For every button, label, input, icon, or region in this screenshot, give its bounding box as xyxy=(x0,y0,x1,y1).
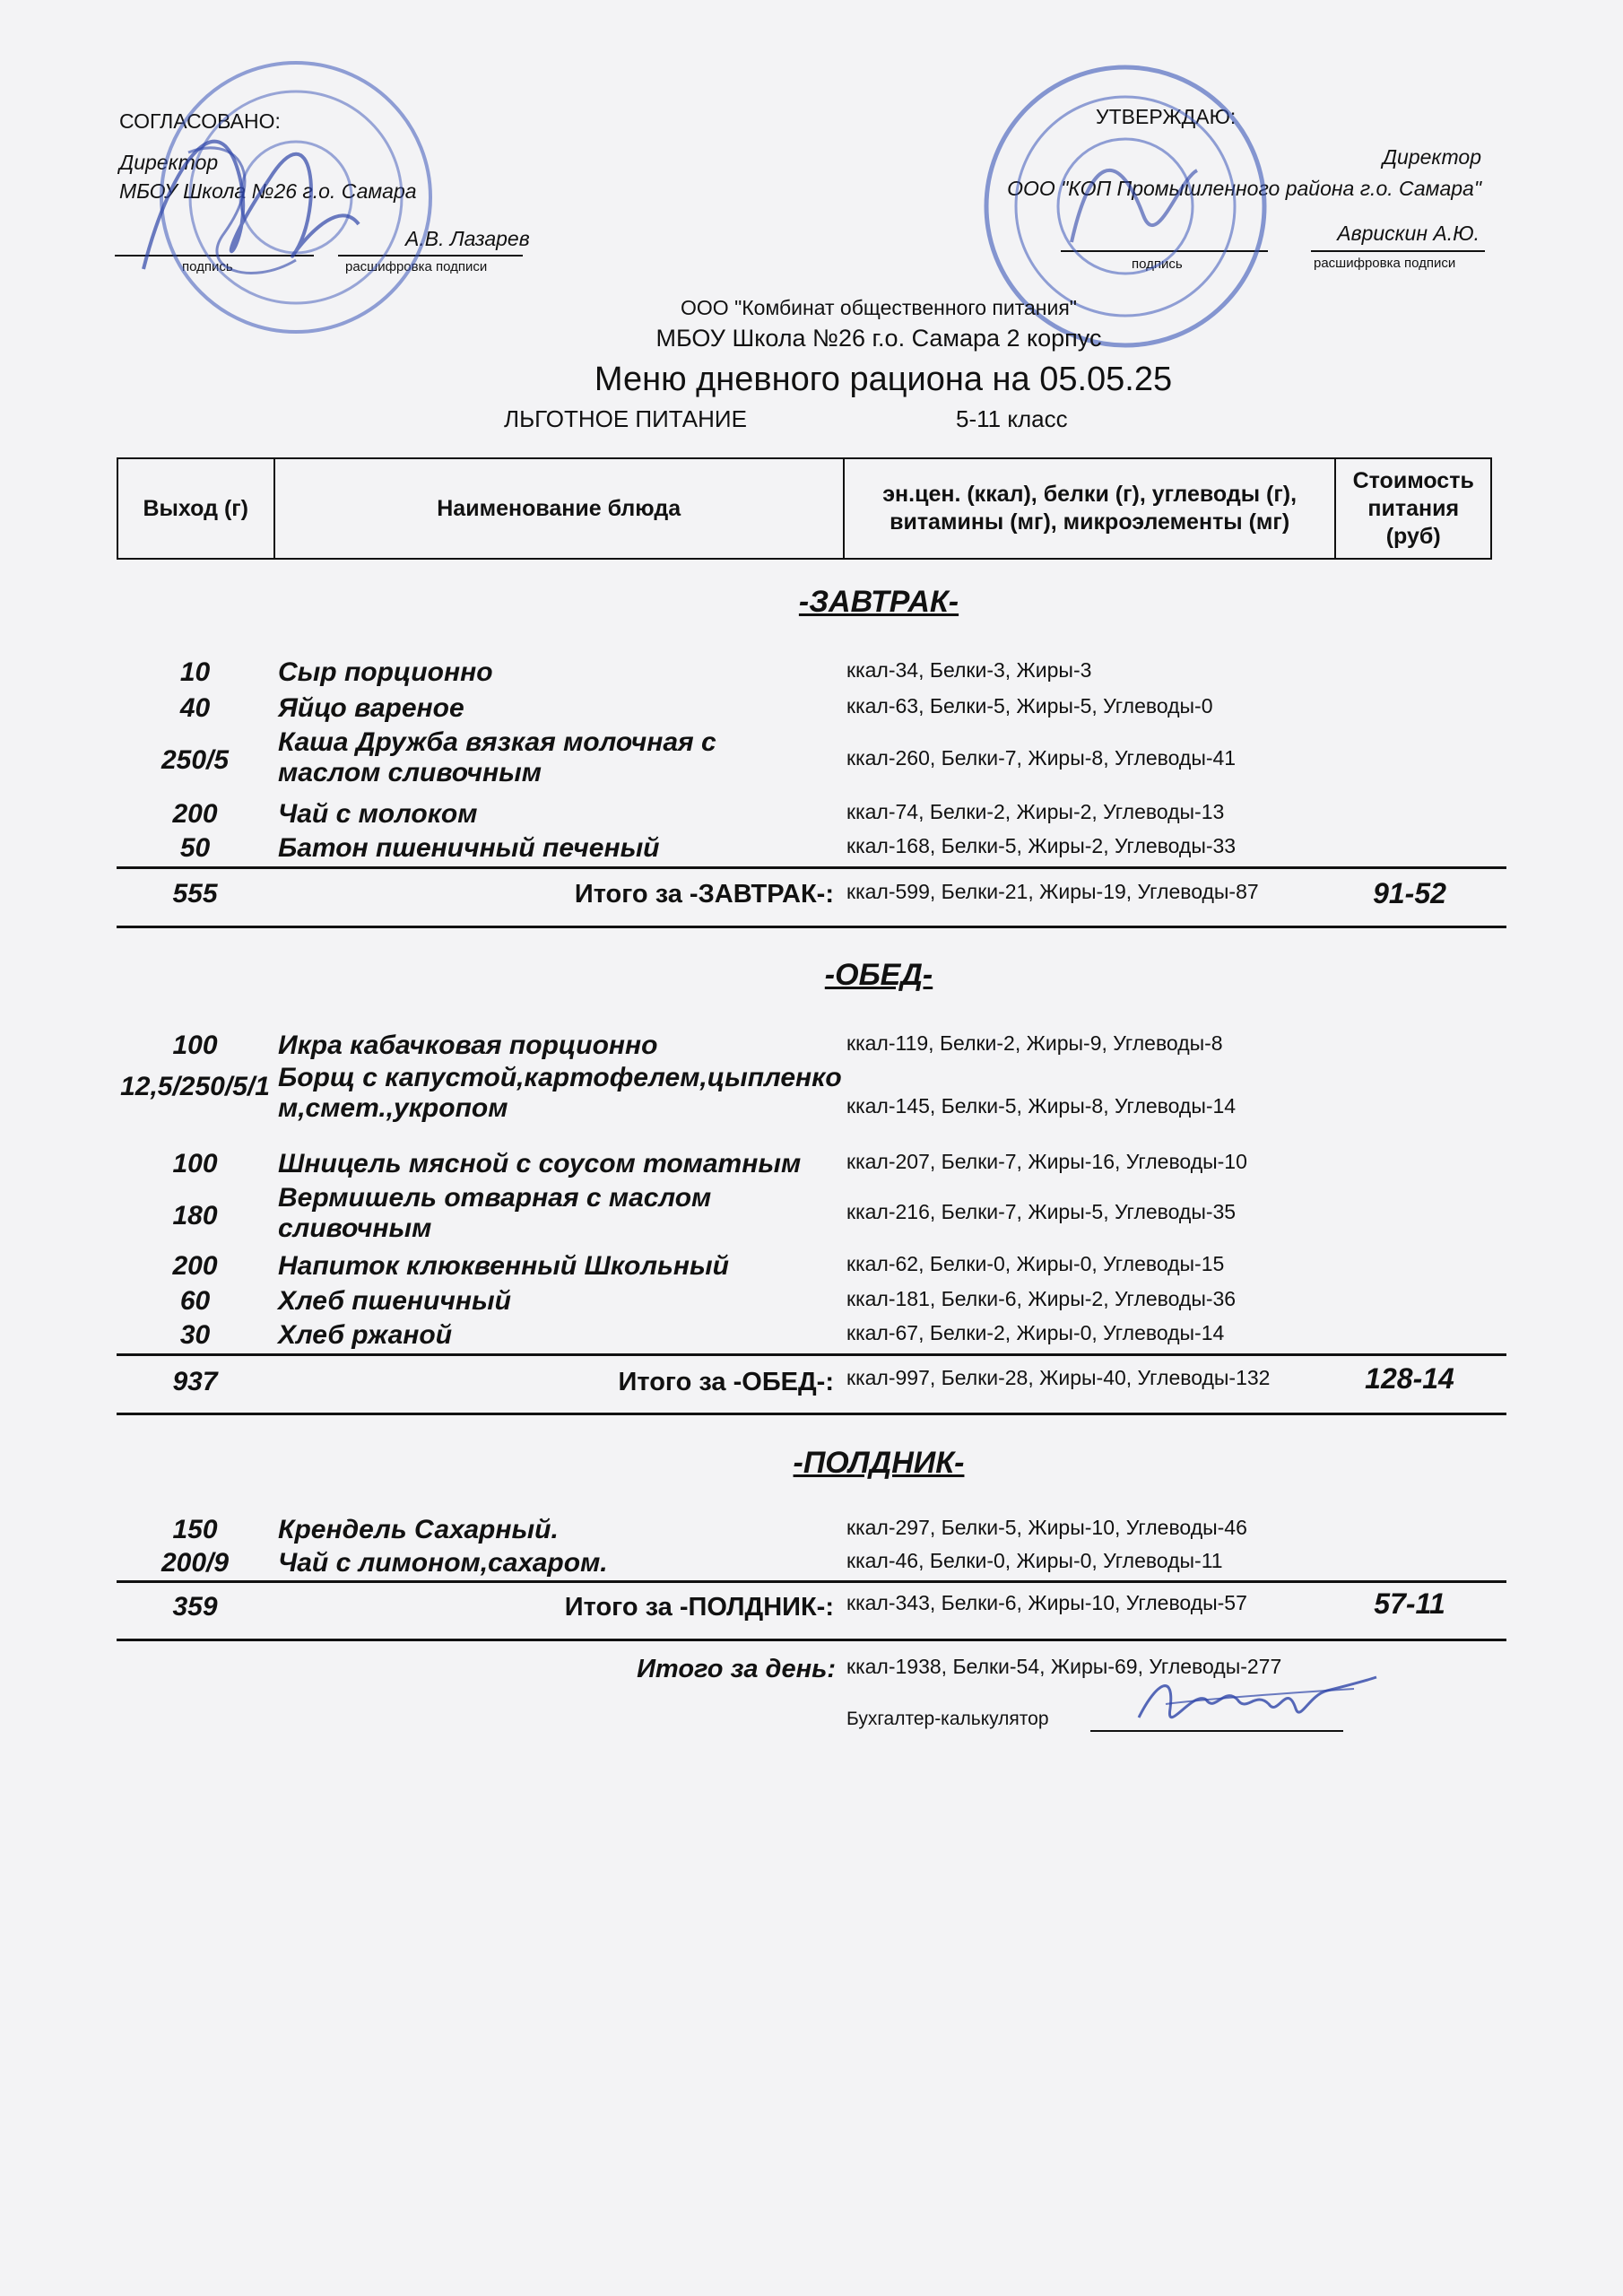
approval-left-org: МБОУ Школа №26 г.о. Самара xyxy=(119,179,417,203)
item-output: 180 xyxy=(172,1201,218,1231)
item-nutrition: ккал-63, Белки-5, Жиры-5, Углеводы-0 xyxy=(846,694,1213,718)
company-name: ООО "Комбинат общественного питания" xyxy=(681,296,1077,319)
decode-caption: расшифровка подписи xyxy=(345,259,488,274)
section-divider xyxy=(117,926,1506,928)
item-output: 200 xyxy=(172,1251,218,1281)
total-output: 359 xyxy=(172,1592,218,1622)
approval-right-name: Аврискин А.Ю. xyxy=(1337,222,1480,245)
total-cost: 57-11 xyxy=(1374,1587,1445,1620)
day-total-nutrition: ккал-1938, Белки-54, Жиры-69, Углеводы-277 xyxy=(846,1655,1282,1678)
item-nutrition: ккал-34, Белки-3, Жиры-3 xyxy=(846,658,1092,682)
accountant-signature-line xyxy=(1090,1730,1343,1732)
name-line xyxy=(1311,250,1485,252)
approval-right-title: УТВЕРЖДАЮ: xyxy=(1096,105,1237,128)
item-output: 30 xyxy=(179,1320,211,1350)
approval-left-position: Директор xyxy=(119,151,219,174)
total-label: Итого за -ЗАВТРАК-: xyxy=(574,880,834,909)
item-output: 50 xyxy=(179,833,211,863)
item-output: 100 xyxy=(172,1031,218,1060)
total-nutrition: ккал-599, Белки-21, Жиры-19, Углеводы-87 xyxy=(846,880,1259,903)
item-output: 200/9 xyxy=(161,1548,230,1578)
section-divider xyxy=(117,1353,1506,1356)
item-nutrition: ккал-119, Белки-2, Жиры-9, Углеводы-8 xyxy=(846,1031,1223,1055)
sign-caption: подпись xyxy=(1132,257,1183,272)
total-label: Итого за -ПОЛДНИК-: xyxy=(564,1593,834,1622)
item-output: 60 xyxy=(179,1286,211,1316)
item-name: Икра кабачковая порционно xyxy=(278,1031,658,1060)
menu-title: Меню дневного рациона на 05.05.25 xyxy=(594,361,1173,398)
section-divider xyxy=(117,866,1506,869)
item-nutrition: ккал-74, Белки-2, Жиры-2, Углеводы-13 xyxy=(846,800,1225,823)
table-header xyxy=(117,457,1492,560)
signature-line xyxy=(115,255,314,257)
sign-caption: подпись xyxy=(182,259,233,274)
subtitle-benefit: ЛЬГОТНОЕ ПИТАНИЕ xyxy=(504,405,747,432)
item-name: Вермишель отварная с маслом сливочным xyxy=(278,1183,712,1243)
item-output: 150 xyxy=(172,1515,218,1544)
total-output: 937 xyxy=(172,1367,218,1396)
item-output: 12,5/250/5/1 xyxy=(120,1072,270,1101)
item-name: Сыр порционно xyxy=(278,657,493,687)
approval-right-org: ООО "КОП Промышленного района г.о. Самара" xyxy=(1007,177,1481,200)
decode-caption: расшифровка подписи xyxy=(1314,256,1456,271)
section-divider xyxy=(117,1580,1506,1583)
item-name: Чай с молоком xyxy=(278,799,478,829)
item-output: 200 xyxy=(172,799,218,829)
item-name: Напиток клюквенный Школьный xyxy=(278,1251,729,1281)
section-divider xyxy=(117,1413,1506,1415)
total-output: 555 xyxy=(172,879,218,909)
item-nutrition: ккал-67, Белки-2, Жиры-0, Углеводы-14 xyxy=(846,1321,1225,1344)
item-name: Яйцо вареное xyxy=(278,693,464,723)
item-nutrition: ккал-46, Белки-0, Жиры-0, Углеводы-11 xyxy=(846,1549,1223,1572)
item-nutrition: ккал-260, Белки-7, Жиры-8, Углеводы-41 xyxy=(846,746,1237,770)
item-name: Каша Дружба вязкая молочная с маслом сливочным xyxy=(278,727,716,787)
item-output: 250/5 xyxy=(161,745,230,775)
item-name: Шницель мясной с соусом томатным xyxy=(278,1149,802,1178)
approval-right-position: Директор xyxy=(1382,145,1481,169)
item-name: Борщ с капустой,картофелем,цыпленком,смет.,укропом xyxy=(278,1063,842,1123)
item-name: Крендель Сахарный. xyxy=(278,1515,559,1544)
item-name: Чай с лимоном,сахаром. xyxy=(278,1548,608,1578)
school-name: МБОУ Школа №26 г.о. Самара 2 корпус xyxy=(655,325,1102,352)
section-title-lunch: -ОБЕД- xyxy=(824,958,933,992)
item-nutrition: ккал-145, Белки-5, Жиры-8, Углеводы-14 xyxy=(846,1094,1237,1118)
section-divider xyxy=(117,1639,1506,1641)
name-line xyxy=(338,255,523,257)
item-output: 40 xyxy=(179,693,211,723)
accountant-label: Бухгалтер-калькулятор xyxy=(846,1709,1049,1729)
day-total-label: Итого за день: xyxy=(637,1655,836,1683)
total-cost: 91-52 xyxy=(1373,877,1446,909)
total-nutrition: ккал-997, Белки-28, Жиры-40, Углеводы-132 xyxy=(846,1366,1271,1389)
item-name: Хлеб пшеничный xyxy=(278,1286,511,1316)
item-name: Хлеб ржаной xyxy=(278,1320,453,1350)
col-header-name: Наименование блюда xyxy=(275,459,845,558)
item-name: Батон пшеничный печеный xyxy=(278,833,660,863)
total-nutrition: ккал-343, Белки-6, Жиры-10, Углеводы-57 xyxy=(846,1591,1247,1614)
item-output: 100 xyxy=(172,1149,218,1178)
col-header-output: Выход (г) xyxy=(118,459,275,558)
item-nutrition: ккал-207, Белки-7, Жиры-16, Углеводы-10 xyxy=(846,1150,1247,1173)
section-title-snack: -ПОЛДНИК- xyxy=(793,1446,965,1480)
item-nutrition: ккал-216, Белки-7, Жиры-5, Углеводы-35 xyxy=(846,1200,1237,1223)
approval-left-title: СОГЛАСОВАНО: xyxy=(119,109,281,133)
item-nutrition: ккал-297, Белки-5, Жиры-10, Углеводы-46 xyxy=(846,1516,1247,1539)
signature-line xyxy=(1061,250,1268,252)
col-header-nutrition: эн.цен. (ккал), белки (г), углеводы (г), витамины (мг), микроэлементы (мг) xyxy=(845,459,1337,558)
item-nutrition: ккал-181, Белки-6, Жиры-2, Углеводы-36 xyxy=(846,1287,1237,1310)
item-nutrition: ккал-62, Белки-0, Жиры-0, Углеводы-15 xyxy=(846,1252,1225,1275)
total-label: Итого за -ОБЕД-: xyxy=(618,1368,834,1396)
subtitle-grade: 5-11 класс xyxy=(956,405,1068,432)
col-header-cost: Стоимость питания (руб) xyxy=(1352,467,1474,549)
total-cost: 128-14 xyxy=(1365,1362,1454,1395)
section-title-breakfast: -ЗАВТРАК- xyxy=(798,585,959,619)
approval-left-name: А.В. Лазарев xyxy=(405,227,530,250)
item-output: 10 xyxy=(179,657,211,687)
item-nutrition: ккал-168, Белки-5, Жиры-2, Углеводы-33 xyxy=(846,834,1237,857)
